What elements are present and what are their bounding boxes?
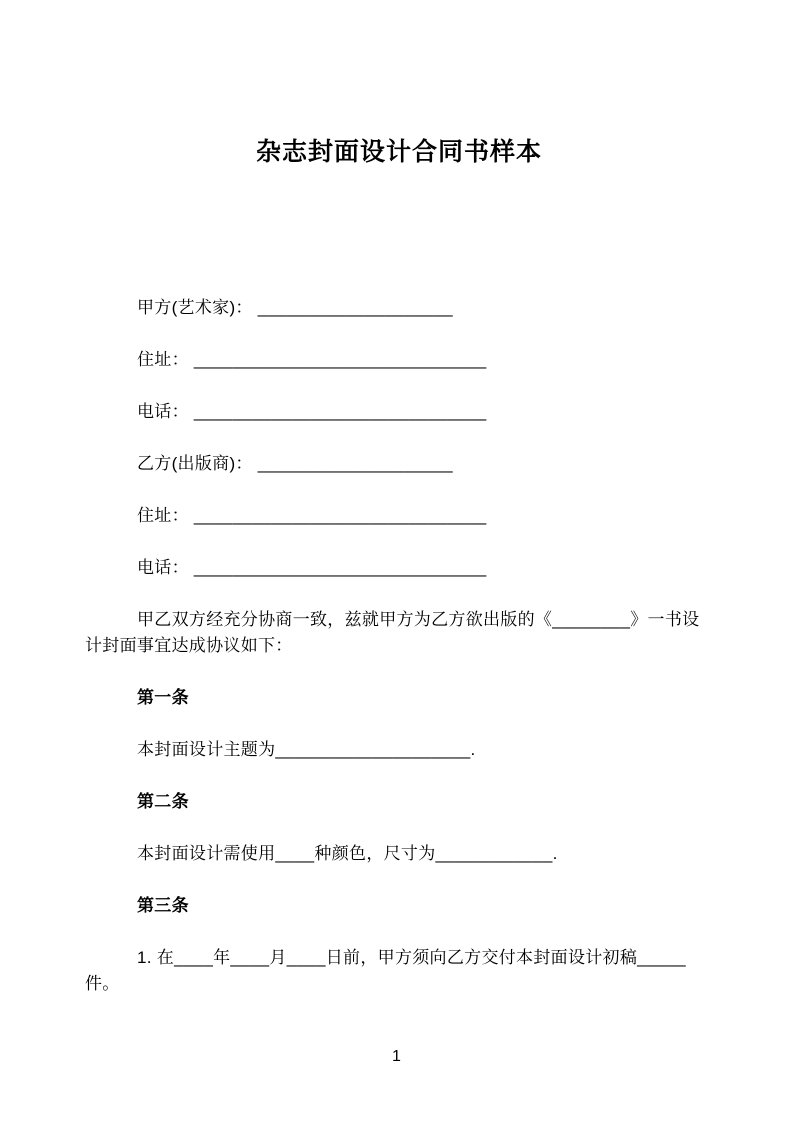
party-a-address-line: 住址： ______________________________ (137, 350, 487, 369)
article-2-text: 本封面设计需使用____种颜色，尺寸为____________. (137, 844, 558, 863)
article-3-heading: 第三条 (137, 896, 189, 915)
intro-paragraph: 甲乙双方经充分协商一致，兹就甲方为乙方欲出版的《________》一书设计封面事宜达成协议如下： (85, 610, 700, 655)
article-1-text: 本封面设计主题为____________________. (137, 740, 476, 759)
party-b-phone-line: 电话： ______________________________ (137, 558, 487, 577)
party-a-phone-line: 电话： ______________________________ (137, 402, 487, 421)
article-1-heading: 第一条 (137, 688, 189, 707)
document-title: 杂志封面设计合同书样本 (255, 138, 542, 166)
page-number: 1 (392, 1048, 401, 1065)
party-a-line: 甲方(艺术家)： ____________________ (137, 298, 453, 317)
article-2-heading: 第二条 (137, 792, 189, 811)
article-3-item-1: 1. 在____年____月____日前，甲方须向乙方交付本封面设计初稿_____件。 (85, 948, 686, 993)
party-b-address-line: 住址： ______________________________ (137, 506, 487, 525)
party-b-line: 乙方(出版商)： ____________________ (137, 454, 453, 473)
